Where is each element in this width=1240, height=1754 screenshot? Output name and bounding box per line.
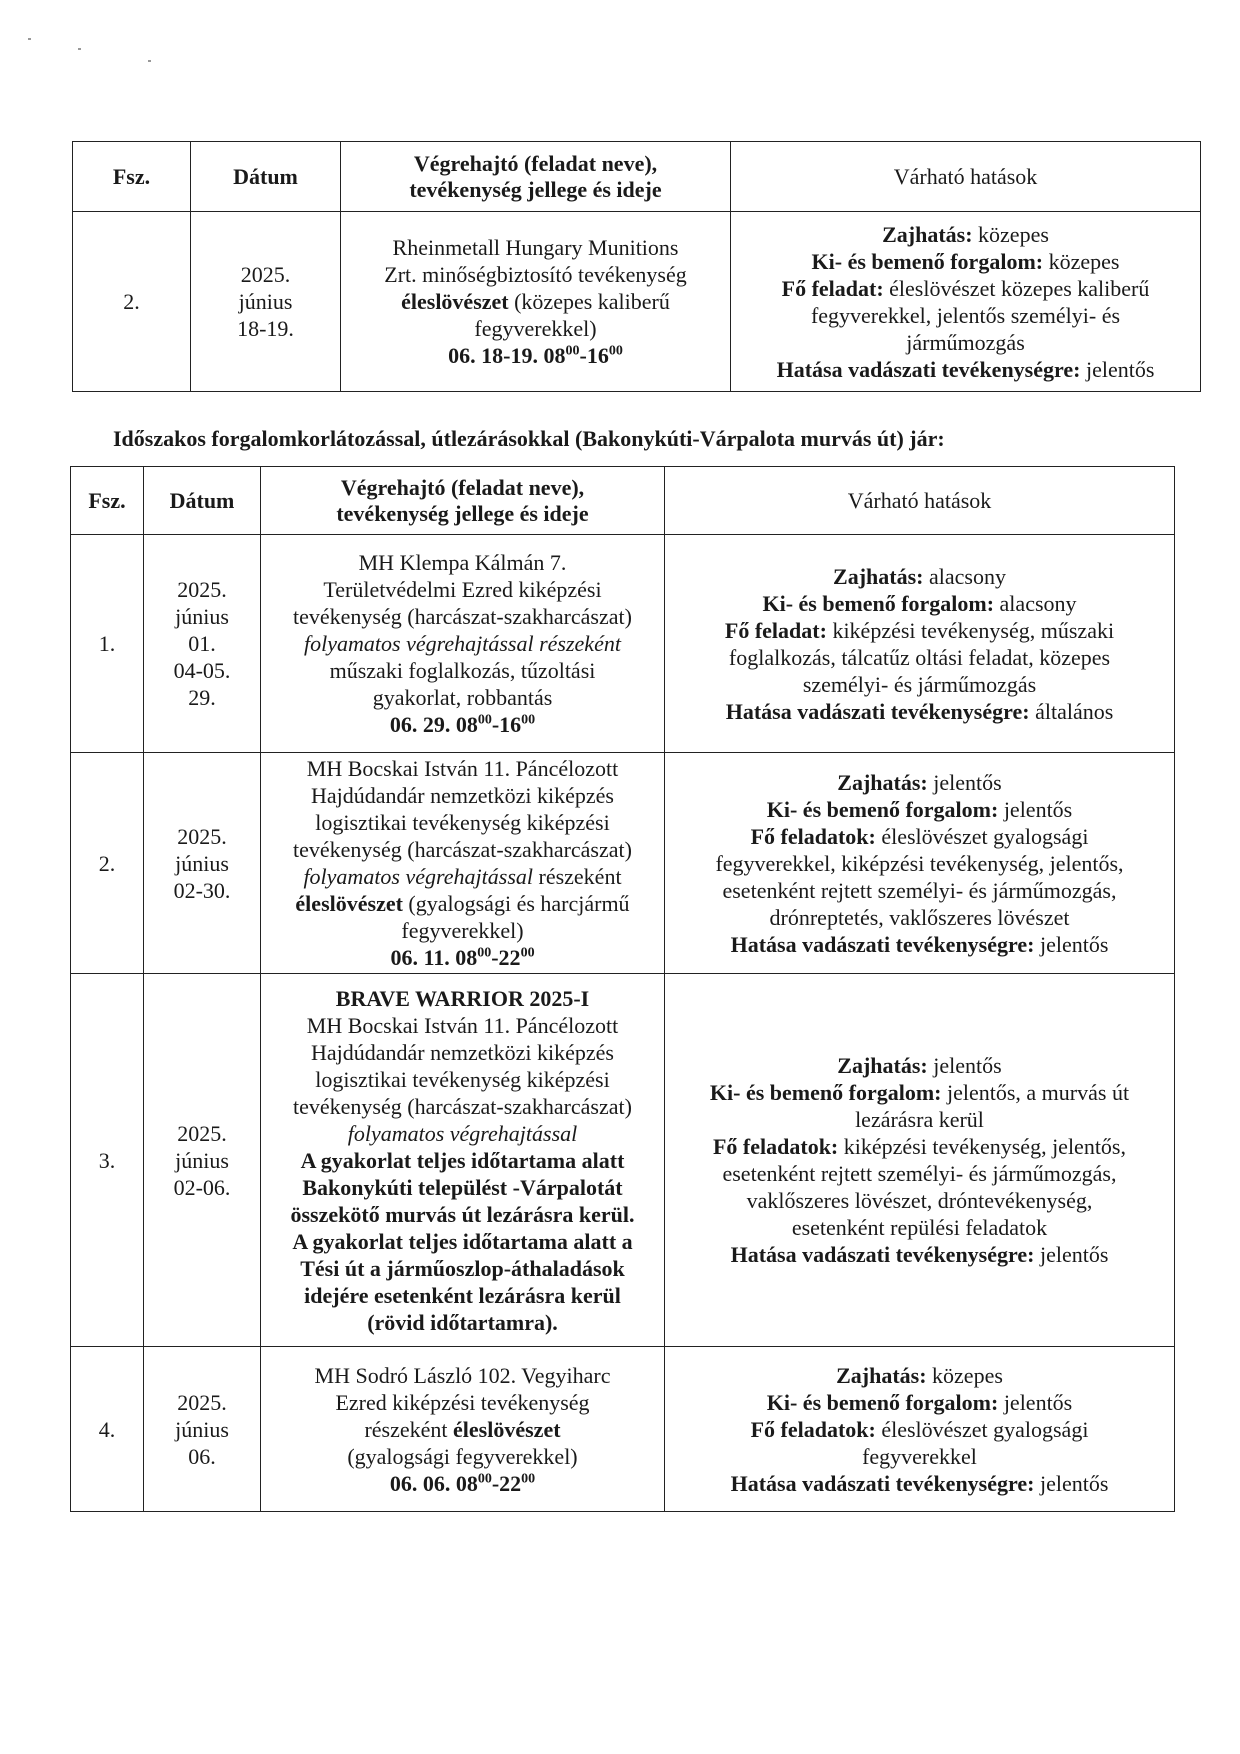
executor-text: folyamatos végrehajtással (347, 1120, 578, 1146)
effect-value: drónreptetés, vaklőszeres lövészet (769, 904, 1070, 930)
row-date-line: 29. (188, 685, 216, 710)
effect-value: lezárásra kerül (855, 1107, 984, 1132)
executor-text: Ezred kiképzési tevékenység (335, 1389, 590, 1415)
executor-line (267, 630, 658, 657)
row-executor (341, 212, 731, 392)
row-date-line: 06. (188, 1443, 216, 1469)
executor-line (267, 1174, 658, 1201)
effect-line (671, 1443, 1168, 1470)
executor-text: éleslövészet (295, 891, 403, 916)
executor-text-bold: éleslövészet (453, 1416, 561, 1442)
row-date (144, 1347, 261, 1512)
row-number: 4. (71, 1347, 144, 1512)
executor-text: (gyalogsági fegyverekkel) (347, 1443, 578, 1469)
effect-key: Hatása vadászati tevékenységre: (730, 931, 1035, 957)
effect-key: Zajhatás: (882, 221, 973, 247)
effect-line (671, 644, 1168, 671)
time-text: -16 (579, 343, 609, 368)
executor-line (267, 1039, 658, 1066)
table-row (71, 974, 1175, 1347)
header-vegrehajto-line2: tevékenység jellege és ideje (409, 176, 662, 202)
effect-key: Fő feladatok: (712, 1134, 839, 1159)
row-executor (261, 535, 665, 753)
time-superscript: 00 (520, 945, 535, 961)
executor-line (267, 684, 658, 711)
effect-key: Hatása vadászati tevékenységre: (730, 1242, 1035, 1267)
time-superscript: 00 (608, 343, 623, 359)
effect-value: közepes (926, 1362, 1003, 1388)
header-hatasok: Várható hatások (665, 467, 1175, 535)
executor-line (267, 890, 658, 917)
effect-key: Fő feladatok: (750, 823, 876, 849)
header-vegrehajto (261, 467, 665, 535)
executor-text: részeként (364, 1416, 454, 1442)
executor-line (347, 234, 724, 261)
row-date (191, 212, 341, 392)
effect-value: jelentős (1034, 931, 1109, 957)
effect-line (671, 823, 1168, 850)
executor-text: folyamatos végrehajtással (303, 864, 533, 889)
executor-line (267, 809, 658, 836)
row-number: 2. (71, 753, 144, 974)
executor-line (347, 315, 724, 342)
row-date-line: 2025. (177, 823, 227, 849)
row-date-line: 18-19. (237, 316, 294, 341)
header-datum: Dátum (191, 142, 341, 212)
row-date-line: 02-06. (173, 1174, 231, 1200)
effect-line (671, 1160, 1168, 1187)
effect-value: alacsony (994, 590, 1077, 616)
row-date-line: 02-30. (173, 877, 231, 903)
row-date-line: 2025. (177, 577, 227, 602)
executor-text-rest: (közepes kaliberű (508, 289, 670, 314)
row-date-line: június (175, 1416, 229, 1442)
row-effects (665, 535, 1175, 753)
row-executor (261, 974, 665, 1347)
effect-value: kiképzési tevékenység, jelentős, (838, 1134, 1126, 1159)
executor-text: BRAVE WARRIOR 2025-I (335, 985, 590, 1011)
effect-key: Ki- és bemenő forgalom: (811, 248, 1044, 274)
effect-value: jelentős (1080, 356, 1155, 382)
executor-line (267, 657, 658, 684)
header-fsz: Fsz. (71, 467, 144, 535)
effect-line (671, 1052, 1168, 1079)
table-row (71, 753, 1175, 974)
effect-value: esetenként rejtett személyi- és járműmozgás, (722, 877, 1117, 903)
executor-text: fegyverekkel) (401, 918, 524, 943)
executor-text: tevékenység (harcászat-szakharcászat) (293, 837, 632, 862)
row-number: 2. (73, 212, 191, 392)
effect-value: fegyverekkel, kiképzési tevékenység, jelentős, (715, 850, 1124, 876)
executor-line (267, 711, 658, 738)
table-row (71, 535, 1175, 753)
row-effects (731, 212, 1201, 392)
effect-line (671, 796, 1168, 823)
effect-value: jelentős (1034, 1242, 1109, 1267)
effect-line (671, 1106, 1168, 1133)
row-number: 3. (71, 974, 144, 1347)
executor-line (267, 917, 658, 944)
executor-text: tevékenység (harcászat-szakharcászat) (293, 604, 632, 629)
row-effects (665, 974, 1175, 1347)
effect-line (671, 850, 1168, 877)
effect-value: esetenként repülési feladatok (791, 1215, 1048, 1240)
header-hatasok: Várható hatások (731, 142, 1201, 212)
effect-value: alacsony (923, 563, 1006, 589)
effect-key: Fő feladat: (724, 617, 827, 643)
effect-value: kiképzési tevékenység, műszaki (826, 617, 1115, 643)
section-heading: Időszakos forgalomkorlátozással, útlezárásokkal (Bakonykúti-Várpalota murvás út) jár: (113, 426, 945, 451)
executor-line (347, 342, 724, 369)
time-superscript: 00 (477, 945, 492, 961)
executor-text: gyakorlat, robbantás (372, 685, 553, 710)
header-vegrehajto-line1: Végrehajtó (feladat neve), (340, 474, 585, 500)
executor-text: éleslövészet (401, 289, 509, 314)
table-header-row (71, 467, 1175, 535)
table-first (72, 141, 1201, 392)
time-superscript: 00 (477, 712, 492, 728)
header-datum: Dátum (144, 467, 261, 535)
effect-value: járműmozgás (906, 329, 1025, 355)
executor-text: Területvédelmi Ezred kiképzési (323, 577, 602, 602)
executor-text: 06. 18-19. 08 (448, 343, 566, 368)
effect-line (671, 769, 1168, 796)
executor-text: MH Bocskai István 11. Páncélozott (306, 1012, 619, 1038)
row-effects (665, 1347, 1175, 1512)
effect-value: éleslövészet gyalogsági (875, 1416, 1089, 1442)
header-vegrehajto-line2: tevékenység jellege és ideje (336, 500, 589, 526)
effect-line (671, 1079, 1168, 1106)
row-date-line: 2025. (177, 1120, 227, 1146)
row-date-line: június (175, 1147, 229, 1173)
effect-value: közepes (1043, 248, 1120, 274)
time-superscript: 00 (521, 712, 536, 728)
effect-value: jelentős (998, 1389, 1073, 1415)
effect-value: jelentős, a murvás út (941, 1080, 1130, 1105)
table-row (73, 212, 1201, 392)
executor-line (267, 1255, 658, 1282)
executor-line (267, 1228, 658, 1255)
row-executor (261, 753, 665, 974)
effect-value: éleslövészet gyalogsági (875, 823, 1089, 849)
table-row (71, 1347, 1175, 1512)
row-date-line: 01. (188, 631, 216, 656)
executor-text: Zrt. minőségbiztosító tevékenység (384, 262, 687, 287)
executor-text: Tési út a járműoszlop-áthaladások (300, 1255, 625, 1281)
executor-line (267, 1309, 658, 1336)
executor-line (267, 944, 658, 971)
effect-value: foglalkozás, tálcatűz oltási feladat, közepes (728, 644, 1111, 670)
effect-key: Zajhatás: (833, 563, 924, 589)
executor-line (267, 985, 658, 1012)
header-fsz: Fsz. (73, 142, 191, 212)
executor-text: logisztikai tevékenység kiképzési (315, 810, 610, 835)
effect-key: Zajhatás: (837, 1053, 928, 1078)
effect-line (671, 563, 1168, 590)
effect-key: Zajhatás: (837, 769, 928, 795)
effect-value: jelentős (998, 796, 1073, 822)
effect-key: Hatása vadászati tevékenységre: (776, 356, 1081, 382)
row-date-line: június (238, 289, 293, 314)
row-date (144, 974, 261, 1347)
effect-line (671, 931, 1168, 958)
executor-text: fegyverekkel) (474, 316, 597, 341)
effect-key: Hatása vadászati tevékenységre: (730, 1470, 1035, 1496)
effect-key: Fő feladat: (781, 275, 884, 301)
row-date-line: 04-05. (173, 658, 231, 683)
effect-line (671, 1416, 1168, 1443)
executor-text: 06. 06. 08 (389, 1470, 478, 1496)
executor-text: (rövid időtartamra). (367, 1309, 558, 1335)
effect-line (671, 1362, 1168, 1389)
time-superscript: 00 (521, 1471, 536, 1487)
executor-text-rest: (gyalogsági és harcjármű (402, 891, 630, 916)
effect-line (671, 1214, 1168, 1241)
table-second-body (71, 535, 1175, 1512)
effect-line (671, 671, 1168, 698)
effect-value: esetenként rejtett személyi- és járműmozgás, (722, 1161, 1117, 1186)
row-number: 1. (71, 535, 144, 753)
executor-text: MH Bocskai István 11. Páncélozott (306, 756, 619, 781)
executor-text: folyamatos végrehajtással részeként (304, 631, 621, 656)
executor-line (267, 1470, 658, 1497)
executor-text: A gyakorlat teljes időtartama alatt a (292, 1228, 633, 1254)
effect-key: Ki- és bemenő forgalom: (766, 1389, 999, 1415)
effect-key: Ki- és bemenő forgalom: (766, 796, 999, 822)
executor-text: idejére esetenként lezárásra kerül (304, 1282, 621, 1308)
row-date-line: 2025. (240, 262, 291, 287)
header-vegrehajto (341, 142, 731, 212)
effect-line (671, 1241, 1168, 1268)
executor-text: A gyakorlat teljes időtartama alatt (300, 1147, 625, 1173)
executor-text: műszaki foglalkozás, tűzoltási (329, 658, 596, 683)
row-executor (261, 1347, 665, 1512)
time-text: -22 (491, 945, 521, 970)
effect-line (671, 1470, 1168, 1497)
table-second (70, 466, 1175, 1512)
executor-line (267, 1362, 658, 1389)
effect-value: jelentős (1034, 1470, 1109, 1496)
executor-line (267, 1093, 658, 1120)
scan-speck (148, 60, 151, 62)
effect-value: közepes (972, 221, 1049, 247)
executor-text: összekötő murvás út lezárásra kerül. (290, 1201, 635, 1227)
scan-speck (28, 38, 31, 40)
effect-line (737, 275, 1194, 302)
effect-line (671, 1187, 1168, 1214)
effect-value: jelentős (927, 1053, 1002, 1078)
executor-line (267, 863, 658, 890)
effect-line (737, 302, 1194, 329)
effect-line (737, 248, 1194, 275)
executor-line (267, 1201, 658, 1228)
effect-key: Zajhatás: (836, 1362, 927, 1388)
table-first-body (73, 212, 1201, 392)
executor-line (267, 836, 658, 863)
row-date (144, 753, 261, 974)
executor-text: logisztikai tevékenység kiképzési (315, 1066, 610, 1092)
executor-line (347, 261, 724, 288)
executor-text: MH Klempa Kálmán 7. (358, 550, 567, 575)
effect-value: fegyverekkel, jelentős személyi- és (810, 302, 1121, 328)
row-date-line: 2025. (177, 1389, 227, 1415)
table-header-row (73, 142, 1201, 212)
scan-speck (78, 48, 81, 50)
effect-value: fegyverekkel (862, 1443, 977, 1469)
effect-value: vaklőszeres lövészet, dróntevékenység, (746, 1188, 1093, 1213)
executor-text: 06. 11. 08 (390, 945, 478, 970)
effect-value: személyi- és járműmozgás (802, 671, 1037, 697)
effect-line (671, 590, 1168, 617)
executor-line (267, 1147, 658, 1174)
executor-line (267, 549, 658, 576)
executor-line (347, 288, 724, 315)
executor-line (267, 755, 658, 782)
effect-key: Ki- és bemenő forgalom: (762, 590, 995, 616)
effect-line (737, 221, 1194, 248)
row-date (144, 535, 261, 753)
time-superscript: 00 (565, 343, 580, 359)
executor-line (267, 1416, 658, 1443)
header-vegrehajto-line1: Végrehajtó (feladat neve), (413, 150, 658, 176)
effect-line (671, 698, 1168, 725)
executor-text: Bakonykúti települést -Várpalotát (302, 1174, 623, 1200)
time-superscript: 00 (477, 1471, 492, 1487)
executor-line (267, 576, 658, 603)
executor-line (267, 1120, 658, 1147)
effect-line (671, 877, 1168, 904)
executor-text: Hajdúdandár nemzetközi kiképzés (311, 783, 614, 808)
time-text: -22 (491, 1470, 522, 1496)
effect-key: Ki- és bemenő forgalom: (709, 1080, 942, 1105)
effect-value: éleslövészet közepes kaliberű (883, 275, 1150, 301)
row-effects (665, 753, 1175, 974)
executor-line (267, 1443, 658, 1470)
executor-text: tevékenység (harcászat-szakharcászat) (293, 1093, 632, 1119)
effect-line (671, 1133, 1168, 1160)
effect-key: Hatása vadászati tevékenységre: (725, 698, 1030, 724)
effect-line (671, 1389, 1168, 1416)
executor-line (267, 1282, 658, 1309)
executor-line (267, 782, 658, 809)
effect-value: jelentős (927, 769, 1002, 795)
executor-line (267, 1012, 658, 1039)
effect-line (737, 356, 1194, 383)
executor-text: MH Sodró László 102. Vegyiharc (314, 1362, 611, 1388)
effect-line (671, 904, 1168, 931)
executor-line (267, 1066, 658, 1093)
executor-text: Rheinmetall Hungary Munitions (392, 235, 679, 260)
executor-text: Hajdúdandár nemzetközi kiképzés (311, 1039, 614, 1065)
row-date-line: június (175, 604, 229, 629)
executor-text-rest: részeként (533, 864, 622, 889)
effect-line (671, 617, 1168, 644)
executor-line (267, 603, 658, 630)
row-date-line: június (175, 850, 229, 876)
executor-line (267, 1389, 658, 1416)
effect-value: általános (1029, 698, 1114, 724)
effect-key: Fő feladatok: (750, 1416, 876, 1442)
effect-line (737, 329, 1194, 356)
executor-text: 06. 29. 08 (389, 712, 478, 737)
time-text: -16 (491, 712, 522, 737)
